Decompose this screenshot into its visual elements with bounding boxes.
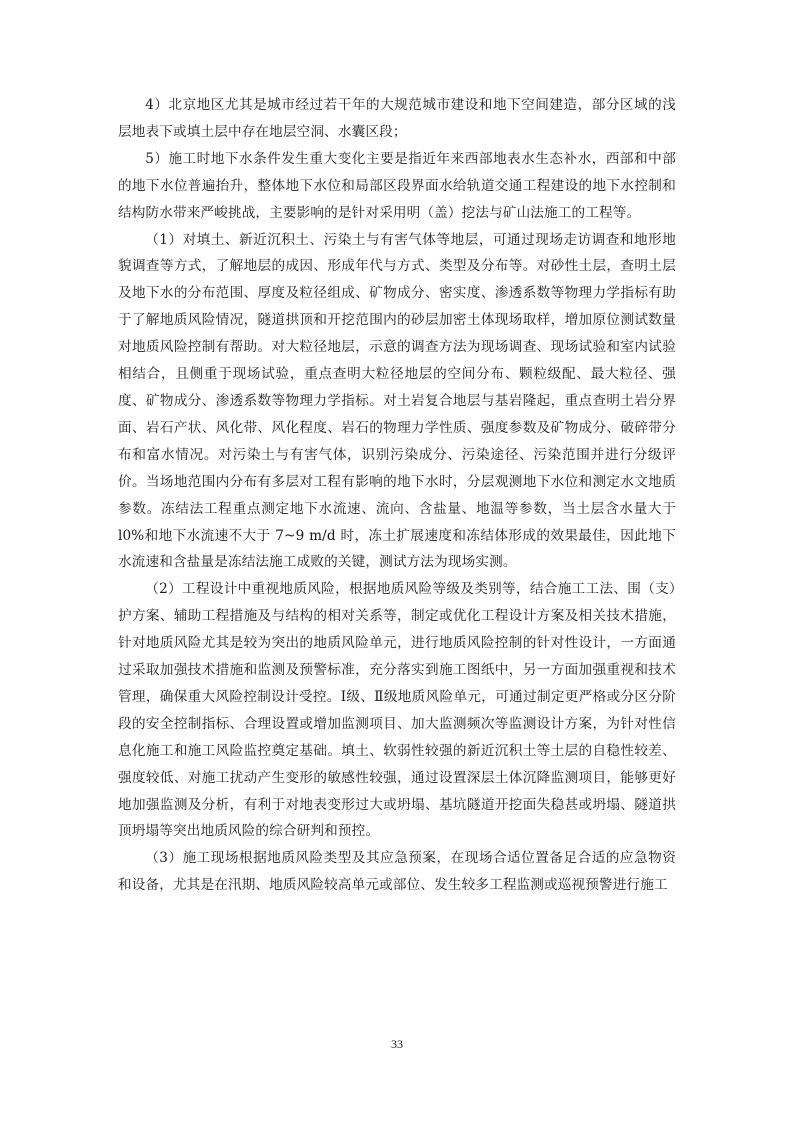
paragraph-item-5: 5）施工时地下水条件发生重大变化主要是指近年来西部地表水生态补水，西部和中部的地下水位普遍抬升，整体地下水位和局部区段界面水给轨道交通工程建设的地下水控制和结构防水带来严峻挑战，主要影响的是针对采用明（盖）挖法与矿山法施工的工程等。 xyxy=(118,150,676,221)
page-number: 33 xyxy=(391,1037,403,1051)
paragraph-measure-1: （1）对填土、新近沉积土、污染土与有害气体等地层，可通过现场走访调查和地形地貌调查等方式，了解地层的成因、形成年代与方式、类型及分布等。对砂性土层，查明土层及地下水的分布范围、厚度及粒径组成、矿物成分、密实度、渗透系数等物理力学指标有助于了解地质风险情况，隧道拱顶和开挖范围内的砂层加密土体现场取样，增加原位测试数量对地质风险控制有帮助。对大粒径地层，示意的调查方法为现场调查、现场试验和室内试验相结合，且侧重于现场试验，重点查明大粒径地层的空间分布、颗粒级配、最大粒径、强度、矿物成分、渗透系数等物理力学指标。对土岩复合地层与基岩隆起，重点查明土岩分界面、岩石产状、风化带、风化程度、岩石的物理力学性质、强度参数及矿物成分、破碎带分布和富水情况。对污染土与有害气体，识别污染成分、污染途径、污染范围并进行分级评价。当场地范围内分布有多层对工程有影响的地下水时，分层观测地下水位和测定水文地质参数。冻结法工程重点测定地下水流速、流向、含盐量、地温等参数，当土层含水量大于 l0%和地下水流速不大于 7~9 m/d 时，冻土扩展速度和冻结体形成的效果最佳，因此地下水流速和含盐量是冻结法施工成败的关键，测试方法为现场实测。 xyxy=(118,231,676,571)
page-body xyxy=(118,92,676,899)
paragraph-measure-2: （2）工程设计中重视地质风险，根据地质风险等级及类别等，结合施工工法、围（支）护方案、辅助工程措施及与结构的相对关系等，制定或优化工程设计方案及相关技术措施，针对地质风险尤其是较为突出的地质风险单元，进行地质风险控制的针对性设计，一方面通过采取加强技术措施和监测及预警标准，充分落实到施工图纸中，另一方面加强重视和技术管理，确保重大风险控制设计受控。Ⅰ级、Ⅱ级地质风险单元，可通过制定更严格或分区分阶段的安全控制指标、合理设置或增加监测项目、加大监测频次等监测设计方案，为针对性信息化施工和施工风险监控奠定基础。填土、软弱性较强的新近沉积土等土层的自稳性较差、强度较低、对施工扰动产生变形的敏感性较强，通过设置深层土体沉降监测项目，能够更好地加强监测及分析，有利于对地表变形过大或坍塌、基坑隧道开挖面失稳甚或坍塌、隧道拱顶坍塌等突出地质风险的综合研判和预控。 xyxy=(118,581,676,840)
paragraph-item-4: 4）北京地区尤其是城市经过若干年的大规范城市建设和地下空间建造，部分区域的浅层地表下或填土层中存在地层空洞、水囊区段； xyxy=(118,97,676,140)
paragraph-measure-3: （3）施工现场根据地质风险类型及其应急预案，在现场合适位置备足合适的应急物资和设备，尤其是在汛期、地质风险较高单元或部位、发生较多工程监测或巡视预警进行施工 xyxy=(118,850,676,894)
